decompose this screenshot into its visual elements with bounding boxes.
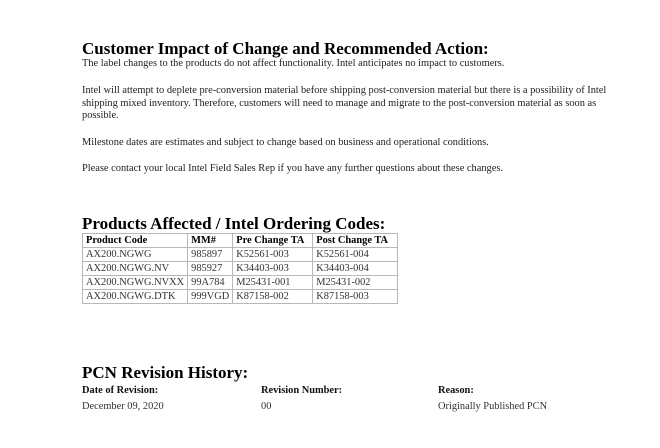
table-row [83, 248, 398, 262]
cell-post-change-ta: K34403-004 [313, 262, 398, 276]
revision-number-label: Revision Number: [261, 385, 343, 396]
cell-post-change-ta: M25431-002 [313, 276, 398, 290]
impact-paragraph-milestones: Milestone dates are estimates and subject to change based on business and operational conditions. [82, 137, 489, 148]
column-header-pre-change-ta: Pre Change TA [233, 234, 313, 248]
cell-product-code: AX200.NGWG.DTK [83, 290, 188, 304]
cell-mm: 985927 [188, 262, 233, 276]
impact-paragraph-functionality: The label changes to the products do not affect functionality. Intel anticipates no impact to customers. [82, 58, 505, 69]
cell-product-code: AX200.NGWG [83, 248, 188, 262]
reason-label: Reason: [438, 385, 474, 396]
table-header-row [83, 234, 398, 248]
date-of-revision-label: Date of Revision: [82, 385, 159, 396]
cell-mm: 999VGD [188, 290, 233, 304]
date-of-revision-value: December 09, 2020 [82, 401, 164, 412]
cell-product-code: AX200.NGWG.NVXX [83, 276, 188, 290]
cell-pre-change-ta: K87158-002 [233, 290, 313, 304]
cell-post-change-ta: K52561-004 [313, 248, 398, 262]
cell-product-code: AX200.NGWG.NV [83, 262, 188, 276]
cell-mm: 99A784 [188, 276, 233, 290]
table-row [83, 290, 398, 304]
revision-history-heading: PCN Revision History: [82, 363, 249, 382]
column-header-post-change-ta: Post Change TA [313, 234, 398, 248]
table-row [83, 276, 398, 290]
table-row [83, 262, 398, 276]
revision-number-value: 00 [261, 401, 272, 412]
ordering-codes-table [82, 233, 398, 304]
customer-impact-heading: Customer Impact of Change and Recommended Action: [82, 39, 489, 58]
impact-paragraph-contact: Please contact your local Intel Field Sales Rep if you have any further questions about these changes. [82, 163, 503, 174]
cell-pre-change-ta: K52561-003 [233, 248, 313, 262]
products-affected-heading: Products Affected / Intel Ordering Codes: [82, 214, 386, 233]
reason-value: Originally Published PCN [438, 401, 548, 412]
cell-pre-change-ta: K34403-003 [233, 262, 313, 276]
cell-pre-change-ta: M25431-001 [233, 276, 313, 290]
column-header-product-code: Product Code [83, 234, 188, 248]
cell-mm: 985897 [188, 248, 233, 262]
cell-post-change-ta: K87158-003 [313, 290, 398, 304]
column-header-mm: MM# [188, 234, 233, 248]
impact-paragraph-inventory: Intel will attempt to deplete pre-conversion material before shipping post-conversion material but there is a possibility of Intel shipping mixed inventory. Therefore, customers will need to manage and migrate to the post-conversion material as soon as possible. [82, 85, 607, 121]
